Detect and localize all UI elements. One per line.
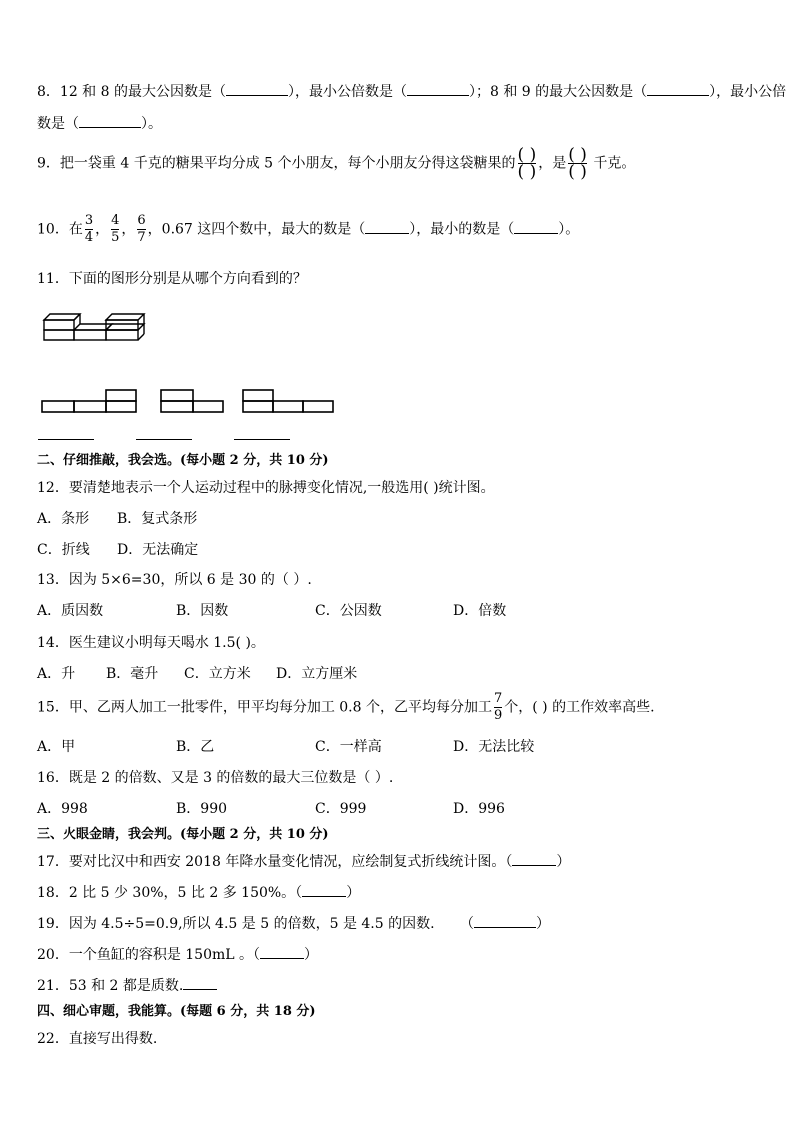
question-10: 10．在 $\frac{3}{4}$ ， $\frac{4}{5}$ ， $\frac{6}{7}$ ，0.67 这四个数中，最大的数是（ ），最小的数是（ ）。 — [37, 213, 580, 245]
option-c[interactable]: C．立方米 — [184, 666, 251, 682]
q19-text: 19．因为 4.5÷5=0.9,所以 4.5 是 5 的倍数，5 是 4.5 的因数. — [37, 916, 435, 932]
answer-blank[interactable] — [226, 83, 288, 96]
q9-text: 9．把一袋重 4 千克的糖果平均分成 5 个小朋友，每个小朋友分得这袋糖果的 — [37, 155, 516, 172]
answer-blank[interactable] — [512, 853, 556, 866]
option-c[interactable]: C．公因数 — [315, 603, 382, 619]
answer-blank[interactable] — [79, 115, 141, 128]
answer-blank[interactable] — [474, 915, 536, 928]
question-11: 11．下面的图形分别是从哪个方向看到的？ — [37, 271, 307, 287]
option-b[interactable]: B．乙 — [176, 739, 215, 755]
answer-line[interactable] — [38, 439, 94, 440]
option-d[interactable]: D．无法确定 — [117, 542, 199, 558]
option-d[interactable]: D．倍数 — [453, 603, 507, 619]
question-22: 22．直接写出得数. — [37, 1031, 158, 1047]
question-14: 14．医生建议小明每天喝水 1.5( )。 — [37, 635, 265, 651]
option-c[interactable]: C．折线 — [37, 542, 90, 558]
question-21 — [37, 977, 217, 995]
fraction: $\frac{7}{9}$ — [493, 691, 503, 723]
question-8-line1 — [37, 83, 786, 101]
q21-text: 21．53 和 2 都是质数. — [37, 978, 184, 994]
section-heading: 四、细心审题，我能算。(每题 6 分，共 18 分) — [37, 1004, 316, 1019]
answer-blank[interactable] — [260, 946, 304, 959]
option-b[interactable]: B．因数 — [176, 603, 229, 619]
option-b[interactable]: B．复式条形 — [117, 511, 198, 527]
fraction: $\frac{3}{4}$ — [84, 213, 94, 245]
q10-text: 10．在 — [37, 221, 83, 238]
option-a[interactable]: A．甲 — [37, 739, 76, 755]
question-19 — [37, 915, 435, 933]
fraction-blank[interactable]: $\frac{( )}{( )}$ — [568, 145, 587, 182]
q15-end: 个，( ) 的工作效率高些. — [504, 699, 655, 716]
view-option-a — [40, 388, 140, 414]
view-option-c — [240, 388, 336, 414]
question-20: 20．一个鱼缸的容积是 150mL 。（ ） — [37, 947, 319, 963]
fraction: $\frac{4}{5}$ — [111, 213, 120, 245]
q10-mid2: ），最小的数是（ — [409, 221, 515, 238]
q8-text-c: ）；8 和 9 的最大公因数是（ — [468, 84, 648, 100]
option-d[interactable]: D．无法比较 — [453, 739, 535, 755]
answer-line[interactable] — [136, 439, 192, 440]
option-d[interactable]: D．立方厘米 — [276, 666, 358, 682]
q8-text-f: ）。 — [141, 116, 162, 132]
option-c[interactable]: C．999 — [315, 801, 367, 817]
q9-unit: 千克。 — [593, 155, 636, 172]
question-9 — [37, 145, 636, 182]
question-8-line2 — [37, 115, 162, 133]
q8-text-b: ），最小公倍数是（ — [287, 84, 407, 100]
section-heading: 三、火眼金睛，我会判。(每小题 2 分，共 10 分) — [37, 827, 329, 842]
q10-mid: ，0.67 这四个数中，最大的数是（ — [147, 221, 366, 238]
question-17: 17．要对比汉中和西安 2018 年降水量变化情况，应绘制复式折线统计图。（ ） — [37, 854, 571, 870]
q19-answer: （ ） — [460, 916, 550, 932]
section-heading: 二、仔细推敲，我会选。(每小题 2 分，共 10 分) — [37, 453, 329, 468]
q9-mid: ，是 — [538, 155, 567, 172]
question-18: 18．2 比 5 少 30%，5 比 2 多 150%。（ ） — [37, 885, 361, 901]
q8-text-a: 8．12 和 8 的最大公因数是（ — [37, 84, 226, 100]
answer-blank[interactable] — [407, 83, 469, 96]
option-a[interactable]: A．质因数 — [37, 603, 104, 619]
answer-blank[interactable] — [183, 977, 217, 990]
fraction: $\frac{6}{7}$ — [137, 213, 146, 245]
fraction-blank[interactable]: $\frac{( )}{( )}$ — [517, 145, 537, 182]
q10-end: ）。 — [558, 221, 580, 238]
answer-line[interactable] — [234, 439, 290, 440]
question-12: 12．要清楚地表示一个人运动过程中的脉搏变化情况,一般选用( )统计图。 — [37, 480, 495, 496]
option-d[interactable]: D．996 — [453, 801, 505, 817]
view-option-b — [158, 388, 228, 414]
option-b[interactable]: B．990 — [176, 801, 228, 817]
answer-blank[interactable] — [302, 884, 346, 897]
option-a[interactable]: A．998 — [37, 801, 88, 817]
q18-text: 18．2 比 5 少 30%，5 比 2 多 150%。（ — [37, 885, 303, 901]
option-c[interactable]: C．一样高 — [315, 739, 382, 755]
option-a[interactable]: A．升 — [37, 666, 76, 682]
option-a[interactable]: A．条形 — [37, 511, 90, 527]
q15-text: 15．甲、乙两人加工一批零件，甲平均每分加工 0.8 个，乙平均每分加工 — [37, 699, 492, 716]
question-16: 16．既是 2 的倍数、又是 3 的倍数的最大三位数是（ ）. — [37, 770, 394, 786]
option-b[interactable]: B．毫升 — [106, 666, 159, 682]
question-13: 13．因为 5×6=30，所以 6 是 30 的（ ）. — [37, 572, 312, 588]
answer-blank[interactable] — [365, 221, 409, 234]
cube-stack-figure — [40, 310, 160, 346]
question-15 — [37, 692, 655, 723]
q17-text: 17．要对比汉中和西安 2018 年降水量变化情况，应绘制复式折线统计图。（ — [37, 854, 513, 870]
answer-blank[interactable] — [647, 83, 709, 96]
q8-text-e: 数是（ — [37, 116, 79, 132]
q20-text: 20．一个鱼缸的容积是 150mL 。（ — [37, 947, 261, 963]
answer-blank[interactable] — [514, 221, 558, 234]
q8-text-d: ），最小公倍 — [709, 84, 787, 100]
